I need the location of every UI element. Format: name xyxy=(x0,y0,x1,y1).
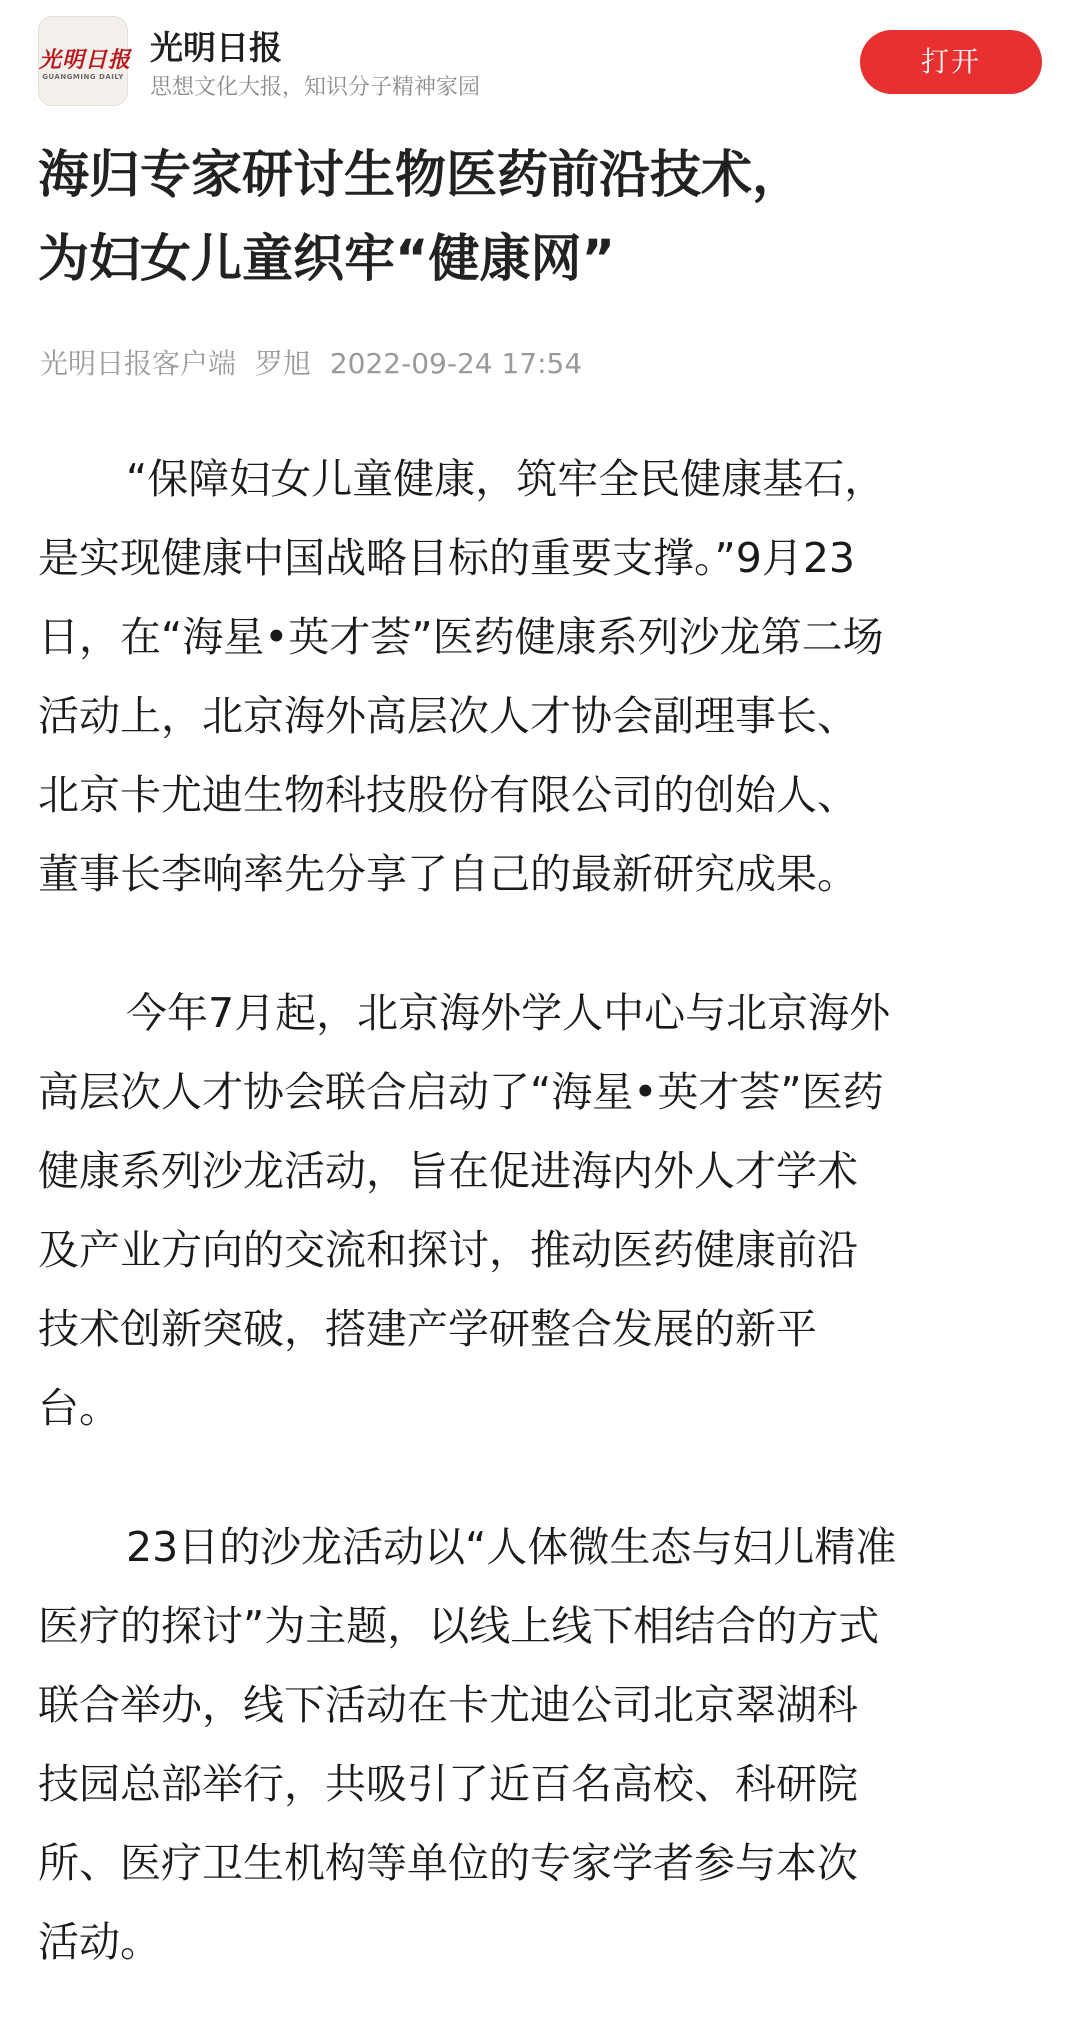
paragraph-line: 23日的沙龙活动以“人体微生态与妇儿精准 xyxy=(126,1523,897,1571)
paragraph-line: 活动上，北京海外高层次人才协会副理事长、 xyxy=(38,692,858,740)
paragraph-line: 技园总部举行，共吸引了近百名高校、科研院 xyxy=(38,1760,858,1808)
app-logo xyxy=(38,16,132,106)
article-paragraph xyxy=(38,440,1038,914)
article-datetime: 2022-09-24 17:54 xyxy=(329,347,583,380)
paragraph-line: 董事长李响率先分享了自己的最新研究成果。 xyxy=(38,850,858,898)
article-title-line: 为妇女儿童织牢“健康网” xyxy=(38,230,616,289)
paragraph-line: 高层次人才协会联合启动了“海星•英才荟”医药 xyxy=(38,1068,884,1116)
open-app-button[interactable]: 打开 xyxy=(860,30,1042,94)
article-author: 罗旭 xyxy=(254,347,311,380)
logo-wordmark: 光明日报 xyxy=(39,47,132,73)
article-paragraph xyxy=(38,974,1038,1448)
paragraph-line: 及产业方向的交流和探讨，推动医药健康前沿 xyxy=(38,1226,858,1274)
paragraph-line: 所、医疗卫生机构等单位的专家学者参与本次 xyxy=(38,1839,858,1887)
paragraph-line: “保障妇女儿童健康，筑牢全民健康基石， xyxy=(126,455,886,503)
app-name: 光明日报 xyxy=(150,28,282,67)
paragraph-line: 健康系列沙龙活动，旨在促进海内外人才学术 xyxy=(38,1147,858,1195)
article-title-line: 海归专家研讨生物医药前沿技术， xyxy=(38,146,804,205)
paragraph-line: 日，在“海星•英才荟”医药健康系列沙龙第二场 xyxy=(38,613,884,661)
article-meta xyxy=(40,342,592,382)
article-source: 光明日报客户端 xyxy=(40,347,237,380)
paragraph-line: 台。 xyxy=(38,1384,120,1432)
paragraph-line: 技术创新突破，搭建产学研整合发展的新平 xyxy=(38,1305,817,1353)
paragraph-line: 北京卡尤迪生物科技股份有限公司的创始人、 xyxy=(38,771,858,819)
paragraph-line: 医疗的探讨”为主题，以线上线下相结合的方式 xyxy=(38,1602,880,1650)
paragraph-line: 活动。 xyxy=(38,1918,161,1966)
article-body xyxy=(38,440,1038,2042)
article-paragraph xyxy=(38,1508,1038,1982)
app-slogan: 思想文化大报，知识分子精神家园 xyxy=(150,75,481,100)
paragraph-line: 联合举办，线下活动在卡尤迪公司北京翠湖科 xyxy=(38,1681,858,1729)
app-banner[interactable] xyxy=(0,0,1074,120)
logo-subtext: GUANGMING DAILY xyxy=(42,73,124,81)
paragraph-line: 今年7月起，北京海外学人中心与北京海外 xyxy=(126,989,891,1037)
paragraph-line: 是实现健康中国战略目标的重要支撑。”9月23 xyxy=(38,534,855,582)
article-title xyxy=(38,134,1038,302)
